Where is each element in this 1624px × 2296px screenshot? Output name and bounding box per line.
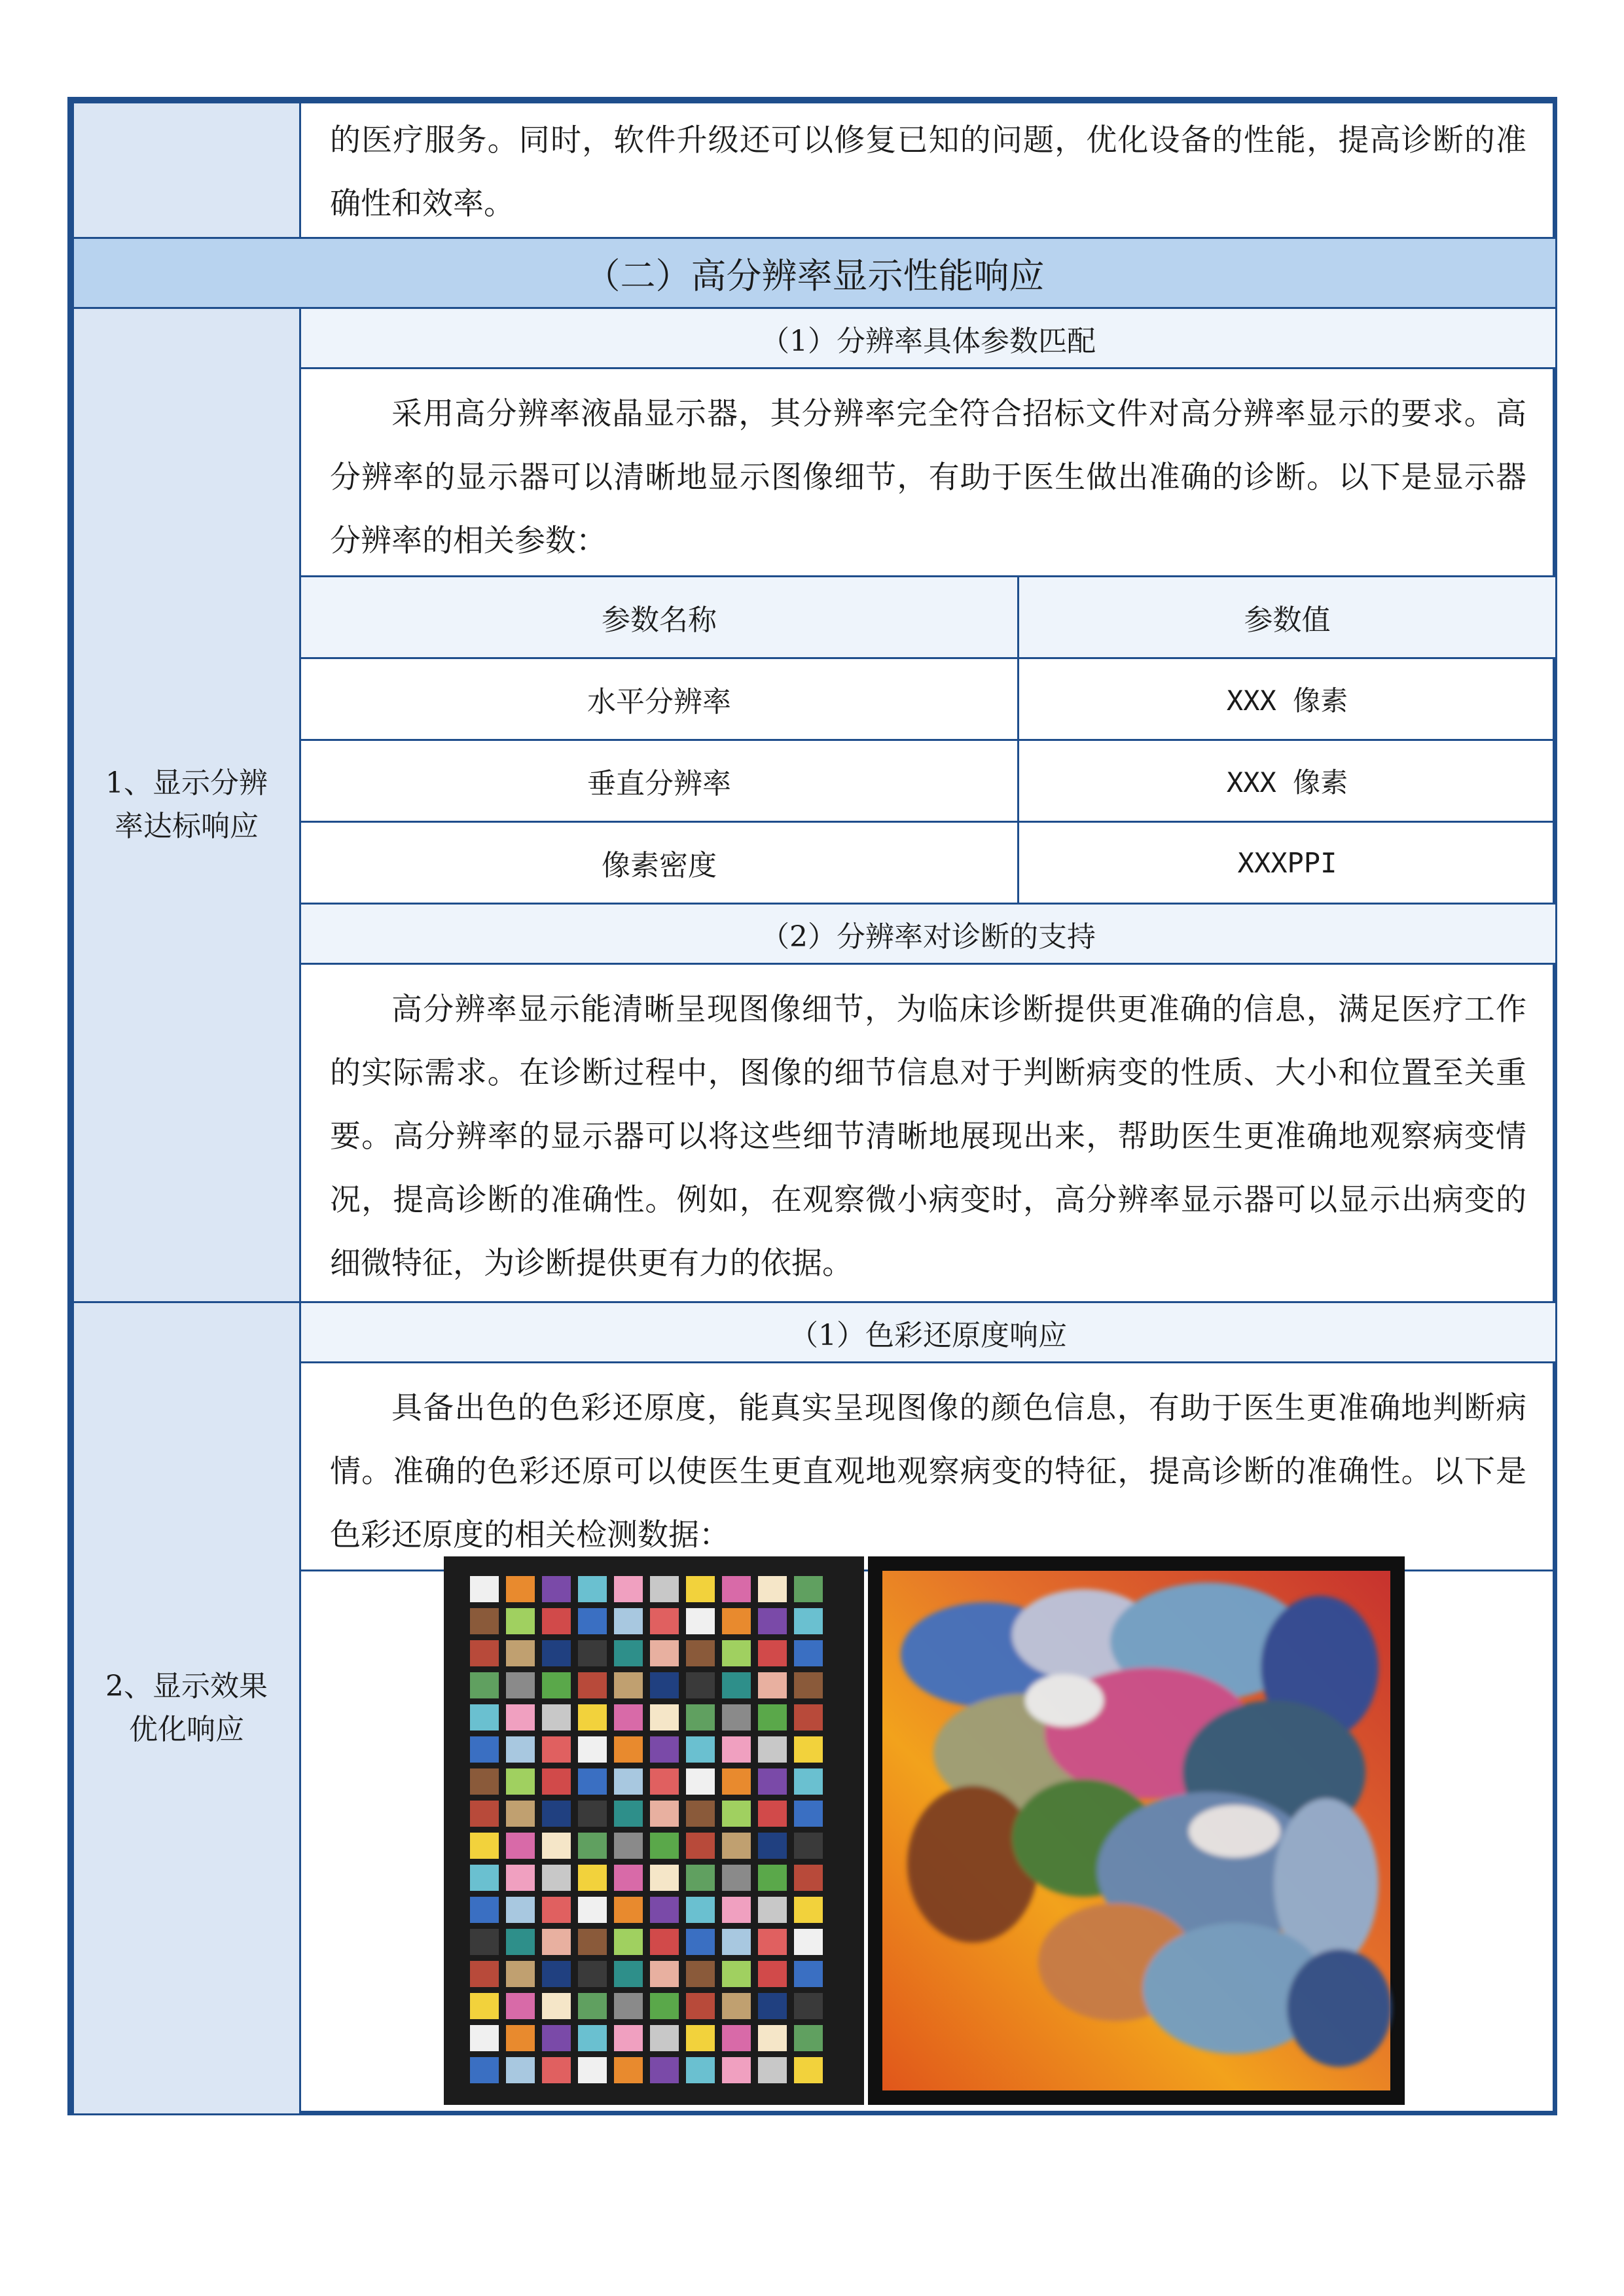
color-swatch — [794, 1736, 823, 1763]
color-swatch — [794, 2057, 823, 2083]
color-swatch — [506, 1929, 535, 1955]
color-swatch — [686, 1576, 715, 1602]
color-test-painting-image — [868, 1556, 1405, 2105]
color-swatch — [722, 1704, 751, 1731]
color-swatch — [578, 2057, 607, 2083]
color-swatch — [758, 1640, 787, 1666]
block2-label-cell — [72, 1301, 301, 2115]
color-swatch — [578, 1801, 607, 1827]
color-swatch — [542, 1608, 571, 1634]
color-swatch — [578, 1576, 607, 1602]
color-swatch — [722, 1640, 751, 1666]
color-swatch — [614, 1640, 643, 1666]
color-swatch — [542, 2057, 571, 2083]
color-swatch — [758, 1833, 787, 1859]
color-swatch — [650, 1833, 679, 1859]
color-swatch — [650, 1897, 679, 1923]
color-swatch — [794, 1929, 823, 1955]
color-swatch — [758, 2057, 787, 2083]
color-swatch — [542, 1736, 571, 1763]
color-swatch — [686, 1640, 715, 1666]
color-swatch — [722, 1865, 751, 1891]
block1-label: 1、显示分辨率达标响应 — [105, 766, 268, 843]
color-swatch — [758, 1608, 787, 1634]
color-swatch — [506, 1833, 535, 1859]
color-swatch — [794, 1704, 823, 1731]
color-swatch — [794, 2025, 823, 2051]
block1-sub2-title: （2）分辨率对诊断的支持 — [761, 920, 1096, 954]
color-swatch — [578, 1929, 607, 1955]
color-swatch — [578, 1736, 607, 1763]
color-swatch — [758, 1929, 787, 1955]
block1-sub1-text: 采用高分辨率液晶显示器，其分辨率完全符合招标文件对高分辨率显示的要求。高分辨率的显示器可以清晰地显示图像细节，有助于医生做出准确的诊断。以下是显示器分辨率的相关参数： — [330, 396, 1526, 559]
color-swatch — [542, 1672, 571, 1698]
color-swatch — [722, 1929, 751, 1955]
color-swatch — [470, 1961, 499, 1987]
color-swatch — [650, 1929, 679, 1955]
color-swatch — [794, 1961, 823, 1987]
color-swatch — [578, 1897, 607, 1923]
color-swatch — [722, 1897, 751, 1923]
color-swatch — [722, 1576, 751, 1602]
block1-sub2-body — [299, 963, 1557, 1303]
color-swatch — [758, 2025, 787, 2051]
param-table-header-value: 参数值 — [1017, 575, 1557, 659]
color-swatch — [722, 2025, 751, 2051]
color-swatch — [506, 2025, 535, 2051]
color-swatch — [722, 1833, 751, 1859]
color-swatch — [650, 1801, 679, 1827]
color-swatch — [506, 2057, 535, 2083]
color-swatch — [578, 1704, 607, 1731]
color-swatch — [542, 1961, 571, 1987]
color-swatch — [794, 1897, 823, 1923]
param-row-density-name: 像素密度 — [299, 821, 1019, 905]
color-swatch — [506, 1576, 535, 1602]
color-swatch — [758, 1801, 787, 1827]
color-swatch — [794, 1833, 823, 1859]
param-row-horizontal-name: 水平分辨率 — [299, 657, 1019, 741]
color-swatch — [542, 2025, 571, 2051]
color-swatch — [578, 1865, 607, 1891]
color-swatch — [686, 1736, 715, 1763]
color-swatch — [470, 1736, 499, 1763]
color-swatch — [722, 1961, 751, 1987]
color-swatch — [506, 1672, 535, 1698]
color-swatch — [722, 1993, 751, 2019]
color-swatch — [686, 1865, 715, 1891]
top-continuation-text: 的医疗服务。同时，软件升级还可以修复已知的问题，优化设备的性能，提高诊断的准确性和效率。 — [330, 122, 1526, 222]
color-swatch — [578, 1640, 607, 1666]
color-swatch — [686, 2025, 715, 2051]
color-swatch — [614, 1993, 643, 2019]
color-swatch — [614, 1768, 643, 1795]
block1-sub1-title: （1）分辨率具体参数匹配 — [761, 324, 1096, 358]
color-swatch — [650, 1736, 679, 1763]
color-swatch — [686, 1961, 715, 1987]
block2-sub1-text: 具备出色的色彩还原度，能真实呈现图像的颜色信息，有助于医生更准确地判断病情。准确的色彩还原可以使医生更直观地观察病变的特征，提高诊断的准确性。以下是色彩还原度的相关检测数据： — [330, 1390, 1526, 1553]
color-swatch — [506, 1801, 535, 1827]
top-left-empty-cell — [72, 101, 301, 239]
color-swatch — [470, 1865, 499, 1891]
color-swatch — [542, 1801, 571, 1827]
color-swatch — [794, 1640, 823, 1666]
color-swatch — [686, 1768, 715, 1795]
color-swatch — [578, 1833, 607, 1859]
color-swatch — [686, 1704, 715, 1731]
color-swatch — [470, 1608, 499, 1634]
color-swatch — [614, 1833, 643, 1859]
color-swatch — [614, 1897, 643, 1923]
color-swatch — [542, 1704, 571, 1731]
color-swatch — [722, 1608, 751, 1634]
color-swatch — [614, 2025, 643, 2051]
color-swatch — [506, 1993, 535, 2019]
color-checker-image — [444, 1556, 864, 2105]
color-swatch — [470, 1801, 499, 1827]
color-swatch — [614, 1608, 643, 1634]
color-swatch — [794, 1576, 823, 1602]
color-swatch — [470, 1576, 499, 1602]
color-swatch — [650, 2025, 679, 2051]
color-swatch — [650, 1608, 679, 1634]
color-swatch — [542, 1640, 571, 1666]
color-swatch — [614, 1929, 643, 1955]
color-swatch — [470, 1897, 499, 1923]
color-swatch — [578, 1608, 607, 1634]
color-swatch — [542, 1929, 571, 1955]
color-swatch — [650, 1768, 679, 1795]
color-swatch — [686, 2057, 715, 2083]
color-swatch — [470, 2057, 499, 2083]
color-swatch — [758, 1736, 787, 1763]
color-swatch — [650, 2057, 679, 2083]
color-swatch — [758, 1768, 787, 1795]
block1-label-cell — [72, 307, 301, 1303]
color-swatch — [686, 1993, 715, 2019]
color-swatch — [686, 1929, 715, 1955]
color-swatch — [506, 1961, 535, 1987]
color-swatch — [650, 1993, 679, 2019]
block1-sub1-header — [299, 307, 1557, 369]
color-swatch — [542, 1576, 571, 1602]
block2-sub1-header — [299, 1301, 1557, 1363]
color-checker-grid — [444, 1556, 864, 2105]
color-swatch — [758, 1897, 787, 1923]
color-swatch — [650, 1640, 679, 1666]
block2-label: 2、显示效果优化响应 — [105, 1670, 268, 1746]
color-swatch — [758, 1865, 787, 1891]
color-swatch — [758, 1961, 787, 1987]
color-swatch — [506, 1608, 535, 1634]
color-swatch — [722, 2057, 751, 2083]
block2-sub1-title: （1）色彩还原度响应 — [789, 1318, 1067, 1352]
color-swatch — [650, 1704, 679, 1731]
color-swatch — [686, 1608, 715, 1634]
color-swatch — [794, 1672, 823, 1698]
param-row-vertical-name: 垂直分辨率 — [299, 739, 1019, 823]
color-swatch — [758, 1993, 787, 2019]
color-swatch — [758, 1672, 787, 1698]
color-swatch — [650, 1576, 679, 1602]
color-swatch — [506, 1865, 535, 1891]
param-row-vertical-value: XXX 像素 — [1017, 739, 1557, 823]
color-swatch — [758, 1576, 787, 1602]
color-swatch — [506, 1897, 535, 1923]
block1-sub1-body — [299, 367, 1557, 577]
color-swatch — [470, 1833, 499, 1859]
color-swatch — [506, 1640, 535, 1666]
color-swatch — [650, 1865, 679, 1891]
color-swatch — [614, 1672, 643, 1698]
block2-sub1-body — [299, 1361, 1557, 1571]
color-swatch — [542, 1768, 571, 1795]
color-swatch — [794, 1865, 823, 1891]
param-row-horizontal-value: XXX 像素 — [1017, 657, 1557, 741]
color-swatch — [578, 1768, 607, 1795]
color-swatch — [578, 1961, 607, 1987]
color-swatch — [506, 1768, 535, 1795]
color-swatch — [506, 1736, 535, 1763]
section-title-text: （二）高分辨率显示性能响应 — [585, 255, 1045, 296]
color-swatch — [686, 1672, 715, 1698]
color-swatch — [686, 1833, 715, 1859]
color-swatch — [542, 1993, 571, 2019]
color-swatch — [794, 1768, 823, 1795]
color-swatch — [470, 1704, 499, 1731]
color-swatch — [614, 1576, 643, 1602]
color-swatch — [542, 1865, 571, 1891]
color-swatch — [578, 1672, 607, 1698]
color-swatch — [542, 1833, 571, 1859]
color-swatch — [722, 1672, 751, 1698]
color-swatch — [686, 1897, 715, 1923]
color-swatch — [614, 1961, 643, 1987]
param-table-header-name: 参数名称 — [299, 575, 1019, 659]
color-swatch — [470, 1640, 499, 1666]
block1-sub2-text: 高分辨率显示能清晰呈现图像细节，为临床诊断提供更准确的信息，满足医疗工作的实际需求。在诊断过程中，图像的细节信息对于判断病变的性质、大小和位置至关重要。高分辨率的显示器可以将这些细节清晰地展现出来，帮助医生更准确地观察病变情况，提高诊断的准确性。例如，在观察微小病变时，高分辨率显示器可以显示出病变的细微特征，为诊断提供更有力的依据。 — [330, 992, 1526, 1282]
color-swatch — [506, 1704, 535, 1731]
color-swatch — [470, 1929, 499, 1955]
section-title — [72, 237, 1557, 309]
color-swatch — [470, 1993, 499, 2019]
color-swatch — [470, 1672, 499, 1698]
color-swatch — [614, 1801, 643, 1827]
color-swatch — [794, 1608, 823, 1634]
color-swatch — [614, 1736, 643, 1763]
color-swatch — [650, 1672, 679, 1698]
color-swatch — [470, 2025, 499, 2051]
color-swatch — [722, 1768, 751, 1795]
color-swatch — [758, 1704, 787, 1731]
color-swatch — [614, 2057, 643, 2083]
color-swatch — [470, 1768, 499, 1795]
color-swatch — [614, 1704, 643, 1731]
color-swatch — [686, 1801, 715, 1827]
block1-sub2-header — [299, 903, 1557, 965]
color-swatch — [722, 1801, 751, 1827]
color-swatch — [650, 1961, 679, 1987]
top-text-cell — [299, 101, 1557, 239]
color-swatch — [614, 1865, 643, 1891]
color-swatch — [578, 1993, 607, 2019]
param-row-density-value: XXXPPI — [1017, 821, 1557, 905]
color-swatch — [542, 1897, 571, 1923]
color-swatch — [578, 2025, 607, 2051]
painting-illustration — [868, 1556, 1405, 2105]
color-swatch — [722, 1736, 751, 1763]
color-swatch — [794, 1993, 823, 2019]
color-swatch — [794, 1801, 823, 1827]
